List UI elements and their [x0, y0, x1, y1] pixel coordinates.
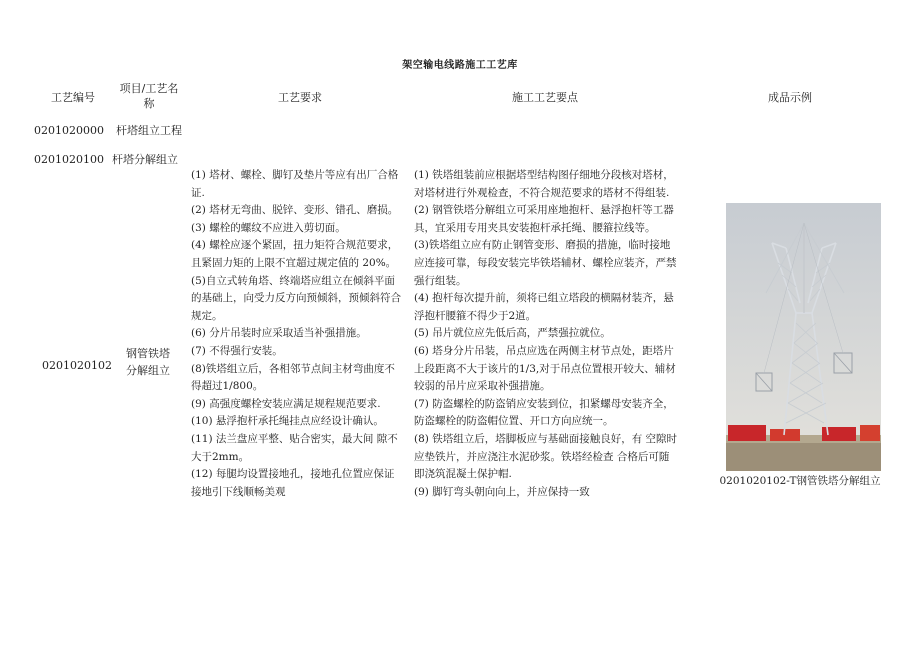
key-point-item: (2) 钢管铁塔分解组立可采用座地抱杆、悬浮抱杆等工器具，宜采用专用夹具安装抱杆承托绳、腰箍拉线等。 [414, 204, 674, 234]
header-requirements: 工艺要求 [278, 91, 322, 104]
key-point-item: (7) 防盗螺栓的防盗销应安装到位，扣紧螺母安装齐全，防盗螺栓的防盗帽位置、开口方向应统一。 [414, 397, 674, 428]
key-point-item: (5) 吊片就位应先低后高，严禁强拉就位。 [414, 327, 611, 340]
key-point-item: (4) 抱杆每次提升前，须将已组立塔段的横隔材装齐，悬浮抱杆腰箍不得少于2道。 [414, 292, 674, 322]
requirement-item: (5)自立式转角塔、终端塔应组立在倾斜平面的基础上，向受力反方向预倾斜，预倾斜符合规定。 [191, 274, 401, 322]
document-title: 架空输电线路施工工艺库 [402, 60, 518, 71]
header-key-points: 施工工艺要点 [512, 91, 578, 104]
requirement-item: (2) 塔材无弯曲、脱锌、变形、错孔、磨损。 [191, 204, 399, 217]
key-point-item: (6) 塔身分片吊装，吊点应选在两侧主材节点处，距塔片上段距离不大于该片的1/3,对于吊点位置根开较大、辅材较弱的吊片应采取补强措施。 [414, 344, 676, 393]
requirement-item: (6) 分片吊装时应采取适当补强措施。 [191, 327, 367, 340]
photo-caption: 0201020102-T钢管铁塔分解组立 [719, 475, 881, 487]
row-name-3: 钢管铁塔分解组立 [126, 347, 170, 377]
requirement-item: (7) 不得强行安装。 [191, 344, 283, 357]
requirement-item: (3) 螺栓的螺纹不应进入剪切面。 [191, 221, 346, 234]
key-point-item: (9) 脚钉弯头朝向向上，并应保持一致 [414, 485, 590, 498]
row-name-2: 杆塔分解组立 [112, 153, 178, 166]
header-item: 项目/工艺名称 [119, 82, 179, 110]
row-code-1: 0201020000 [34, 124, 104, 137]
row-code-2: 0201020100 [34, 153, 104, 166]
requirement-item: (8)铁塔组立后，各相邻节点间主材弯曲度不得超过1/800。 [191, 362, 395, 393]
key-points-list [414, 167, 678, 552]
header-example: 成品示例 [768, 91, 812, 104]
requirements-list [191, 167, 403, 562]
row-code-3: 0201020102 [42, 359, 112, 372]
row-name-1: 杆塔组立工程 [116, 124, 182, 137]
key-point-item: (3)铁塔组立应有防止钢管变形、磨损的措施，临时接地应连接可靠，每段安装完毕铁塔辅材、螺栓应装齐，严禁强行组装。 [414, 239, 677, 287]
requirement-item: (10) 悬浮抱杆承托绳挂点应经设计确认。 [191, 415, 384, 428]
requirement-item: (4) 螺栓应逐个紧固，扭力矩符合规范要求，且紧固力矩的上限不宜超过规定值的 20%。 [191, 239, 399, 269]
steel-tower-image [726, 203, 881, 471]
requirement-item: (12) 每腿均设置接地孔，接地孔位置应保证接地引下线顺畅美观 [191, 468, 395, 498]
tower-photo [726, 203, 881, 471]
key-point-item: (8) 铁塔组立后，塔脚板应与基础面接触良好，有 空隙时应垫铁片，并应浇注水泥砂浆。铁塔经检查 合格后可随即浇筑混凝土保护帽. [414, 432, 678, 481]
requirement-item: (11) 法兰盘应平整、贴合密实，最大间 隙不大于2mm。 [191, 432, 398, 463]
key-point-item: (1) 铁塔组装前应根据塔型结构图仔细地分段核对塔材，对塔材进行外观检查，不符合规范要求的塔材不得组装. [414, 169, 674, 199]
requirement-item: (1) 塔材、螺栓、脚钉及垫片等应有出厂合格证. [191, 169, 399, 199]
header-code: 工艺编号 [51, 91, 95, 104]
requirement-item: (9) 高强度螺栓安装应满足规程规范要求. [191, 397, 381, 410]
